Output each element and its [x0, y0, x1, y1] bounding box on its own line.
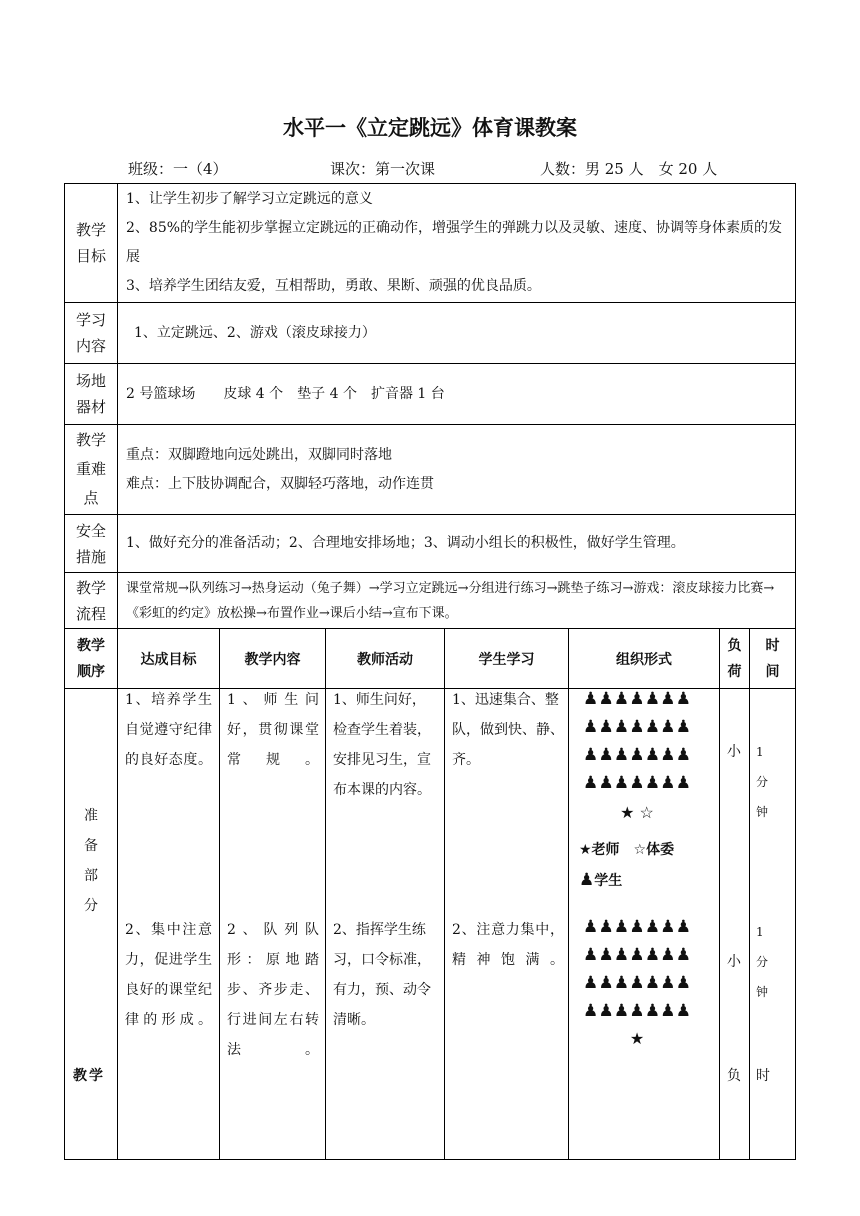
teacher-cell	[326, 689, 445, 1160]
teacher-2: 2、指挥学生练习，口令标准，有力，预、动令清晰。	[333, 922, 431, 1028]
time-cell	[750, 689, 796, 1160]
load-cell	[720, 689, 750, 1160]
header-time: 时间	[750, 629, 796, 689]
next-time-label: 时	[756, 1068, 770, 1084]
page-title: 水平一《立定跳远》体育课教案	[283, 116, 577, 140]
formation-diagram-2	[569, 913, 705, 1048]
header-order: 教学顺序	[65, 629, 118, 689]
goal-1: 1、让学生初步了解学习立定跳远的意义	[126, 191, 373, 207]
flow-label: 教学流程	[65, 573, 118, 629]
lesson-overview-table	[64, 183, 796, 629]
venue-cell: 2 号篮球场 皮球 4 个 垫子 4 个 扩音器 1 台	[118, 364, 796, 425]
difficult-point: 难点：上下肢协调配合，双脚轻巧落地，动作连贯	[126, 475, 434, 492]
content-cell: 1、立定跳远、2、游戏（滚皮球接力）	[118, 303, 796, 364]
section-cell	[65, 689, 118, 1160]
header-load: 负荷	[720, 629, 750, 689]
header-content: 教学内容	[220, 629, 326, 689]
goal-cell	[118, 184, 796, 303]
student-row: ♟ ♟ ♟ ♟ ♟ ♟ ♟	[583, 945, 691, 965]
legend-teacher: ★老师 ☆体委	[579, 842, 675, 858]
student-row: ♟ ♟ ♟ ♟ ♟ ♟ ♟	[583, 773, 691, 793]
student-1: 1、迅速集合、整队，做到快、静、齐。	[452, 692, 564, 768]
student-count: 人数：男 25 人 女 20 人	[540, 160, 718, 178]
venue-label: 场地器材	[65, 364, 118, 425]
content-2: 2、队列队形：原地踏步、齐步走、行进间左右转法。	[227, 922, 319, 1058]
formation-diagram-1	[569, 685, 705, 822]
goal-label: 教学目标	[65, 184, 118, 303]
safety-label: 安全措施	[65, 515, 118, 573]
student-row: ♟ ♟ ♟ ♟ ♟ ♟ ♟	[583, 745, 691, 765]
flow-cell: 课堂常规→队列练习→热身运动（兔子舞）→学习立定跳远→分组进行练习→跳垫子练习→游戏：滚皮球接力比赛→《彩虹的约定》放松操→布置作业→课后小结→宣布下课。	[118, 573, 796, 629]
header-target: 达成目标	[118, 629, 220, 689]
student-row: ♟ ♟ ♟ ♟ ♟ ♟ ♟	[583, 717, 691, 737]
org-cell	[569, 689, 720, 1160]
student-row: ♟ ♟ ♟ ♟ ♟ ♟ ♟	[583, 917, 691, 937]
student-icon: ♟	[579, 870, 595, 890]
teacher-1: 1、师生问好，检查学生着装，安排见习生，宣布本课的内容。	[333, 692, 431, 798]
content-label: 学习内容	[65, 303, 118, 364]
header-student: 学生学习	[445, 629, 569, 689]
legend-student: ♟学生	[579, 870, 623, 890]
load-1: 小	[727, 744, 741, 760]
load-2: 小	[727, 954, 741, 970]
student-row: ♟ ♟ ♟ ♟ ♟ ♟ ♟	[583, 689, 691, 709]
section-label: 准备部分	[84, 808, 98, 914]
key-cell	[118, 425, 796, 515]
student-cell	[445, 689, 569, 1160]
time-1: 1 分钟	[756, 745, 769, 819]
target-2: 2、集中注意力，促进学生良好的课堂纪律的形成。	[125, 922, 212, 1028]
content-cell	[220, 689, 326, 1160]
teacher-star-mark: ★	[629, 1029, 645, 1048]
student-row: ♟ ♟ ♟ ♟ ♟ ♟ ♟	[583, 973, 691, 993]
target-cell	[118, 689, 220, 1160]
lesson-info: 课次：第一次课	[330, 160, 436, 178]
teaching-process-table	[64, 628, 796, 1160]
target-1: 1、培养学生自觉遵守纪律的良好态度。	[125, 692, 212, 768]
key-label: 教学重难点	[65, 425, 118, 515]
header-org: 组织形式	[569, 629, 720, 689]
teacher-star-marks: ★ ☆	[620, 803, 654, 822]
student-row: ♟ ♟ ♟ ♟ ♟ ♟ ♟	[583, 1001, 691, 1021]
key-point: 重点：双脚蹬地向远处跳出，双脚同时落地	[126, 446, 392, 463]
next-load-label: 负	[727, 1068, 741, 1084]
time-2: 1 分钟	[756, 925, 769, 999]
safety-cell: 1、做好充分的准备活动；2、合理地安排场地；3、调动小组长的积极性，做好学生管理。	[118, 515, 796, 573]
content-1: 1、师生问好，贯彻课堂常规。	[227, 692, 319, 768]
goal-2: 2、85%的学生能初步掌握立定跳远的正确动作，增强学生的弹跳力以及灵敏、速度、协调等身体素质的发展	[126, 220, 783, 265]
header-teacher: 教师活动	[326, 629, 445, 689]
goal-3: 3、培养学生团结友爱，互相帮助，勇敢、果断、顽强的优良品质。	[126, 278, 541, 294]
next-section-label: 教学	[73, 1068, 105, 1084]
student-2: 2、注意力集中，精神饱满。	[452, 922, 564, 968]
class-info: 班级：一（4）	[128, 160, 228, 178]
